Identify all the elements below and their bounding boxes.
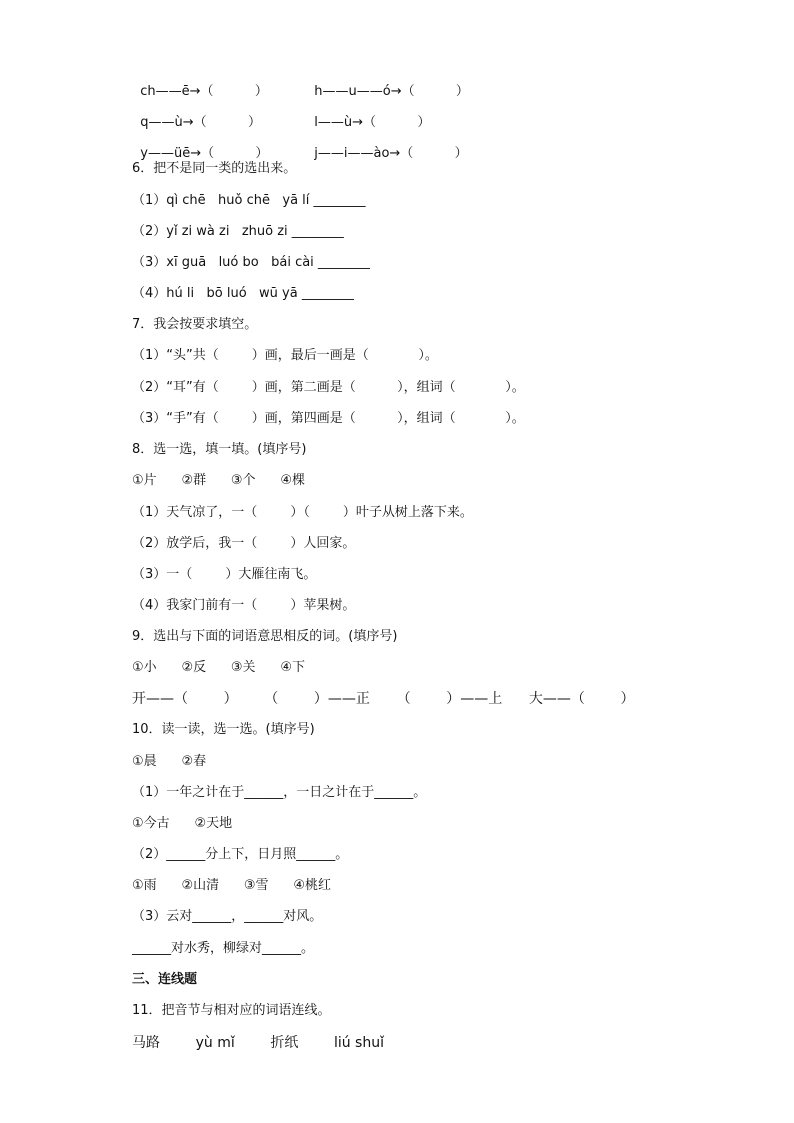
question-6-item: （4）hú li bō luó wū yā ________ bbox=[132, 286, 354, 301]
question-8-item: （3）一（ ）大雁往南飞。 bbox=[132, 567, 317, 582]
question-9-title: 9．选出与下面的词语意思相反的词。(填序号) bbox=[132, 629, 398, 644]
question-11-title: 11．把音节与相对应的词语连线。 bbox=[132, 1003, 331, 1018]
question-10-options-2: ①今古 ②天地 bbox=[132, 816, 233, 831]
question-10-item-1: （1）一年之计在于______，一日之计在于______。 bbox=[132, 785, 427, 800]
question-7-item: （1）“头”共（ ）画，最后一画是（ ）。 bbox=[132, 348, 438, 363]
question-6-item: （3）xī guā luó bo bái cài ________ bbox=[132, 255, 370, 270]
question-7-title: 7．我会按要求填空。 bbox=[132, 317, 258, 332]
question-8-title: 8．选一选，填一填。(填序号) bbox=[132, 442, 307, 457]
question-6-title: 6．把不是同一类的选出来。 bbox=[132, 161, 297, 176]
question-9-options: ①小 ②反 ③关 ④下 bbox=[132, 660, 305, 675]
pinyin-row-3 bbox=[132, 130, 468, 162]
question-8-options: ①片 ②群 ③个 ④棵 bbox=[132, 473, 305, 488]
question-11-match-row: 马路 yù mǐ 折纸 liú shuǐ bbox=[132, 1035, 384, 1051]
question-10-item-3b: ______对水秀，柳绿对______。 bbox=[132, 941, 315, 956]
question-10-title: 10．读一读，选一选。(填序号) bbox=[132, 722, 315, 737]
pinyin-item: j——i——ào→（ ） bbox=[314, 146, 468, 161]
section-3-heading: 三、连线题 bbox=[132, 972, 198, 987]
question-7-item: （2）“耳”有（ ）画，第二画是（ ），组词（ ）。 bbox=[132, 380, 525, 395]
question-10-options-3: ①雨 ②山清 ③雪 ④桃红 bbox=[132, 878, 331, 893]
question-8-item: （4）我家门前有一（ ）苹果树。 bbox=[132, 598, 356, 613]
pinyin-item: y——üē→（ ） bbox=[140, 146, 269, 161]
question-8-item: （2）放学后，我一（ ）人回家。 bbox=[132, 536, 356, 551]
pinyin-row-1 bbox=[132, 68, 469, 100]
pinyin-item: q——ù→（ ） bbox=[140, 115, 261, 130]
pinyin-row-2 bbox=[132, 99, 430, 131]
question-10-options-1: ①晨 ②春 bbox=[132, 754, 207, 769]
question-8-item: （1）天气凉了，一（ ）（ ）叶子从树上落下来。 bbox=[132, 505, 473, 520]
question-10-item-3a: （3）云对______，______对风。 bbox=[132, 909, 323, 924]
pinyin-item: ch——ē→（ ） bbox=[140, 84, 268, 99]
question-9-answer-line: 开——（ ） （ ）——正 （ ）——上 大——（ ） bbox=[132, 691, 635, 707]
question-6-item: （2）yǐ zi wà zi zhuō zi ________ bbox=[132, 224, 344, 239]
question-6-item: （1）qì chē huǒ chē yā lí ________ bbox=[132, 193, 366, 208]
question-10-item-2: （2）______分上下，日月照______。 bbox=[132, 847, 349, 862]
pinyin-item: l——ù→（ ） bbox=[314, 115, 431, 130]
question-7-item: （3）“手”有（ ）画，第四画是（ ），组词（ ）。 bbox=[132, 411, 525, 426]
pinyin-item: h——u——ó→（ ） bbox=[314, 84, 469, 99]
